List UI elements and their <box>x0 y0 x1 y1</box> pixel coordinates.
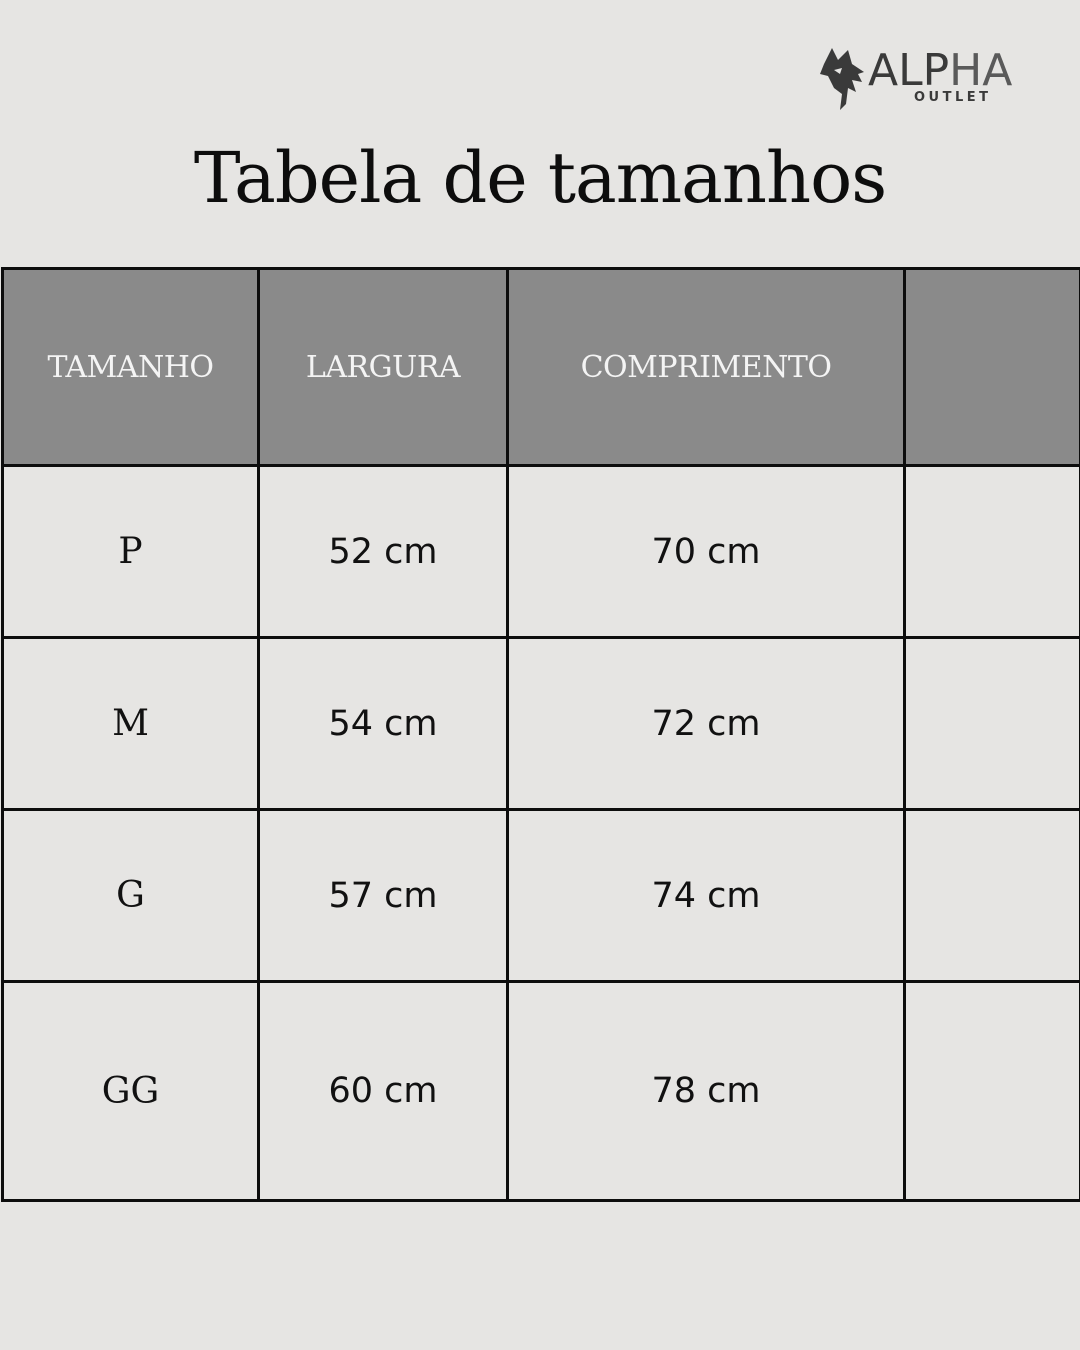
size-cell: G <box>3 810 259 982</box>
brand-name-part1: ALP <box>868 45 950 96</box>
comprimento-cell: 78 cm <box>508 982 905 1201</box>
size-cell: M <box>3 638 259 810</box>
extra-cell <box>905 982 1080 1201</box>
comprimento-cell: 74 cm <box>508 810 905 982</box>
extra-cell <box>905 638 1080 810</box>
brand-name <box>868 46 1012 96</box>
table-header-row <box>3 269 1080 466</box>
brand-name-part2: HA <box>949 45 1013 96</box>
largura-cell: 57 cm <box>259 810 508 982</box>
wolf-head-icon <box>818 44 868 112</box>
extra-cell <box>905 466 1080 638</box>
largura-cell: 60 cm <box>259 982 508 1201</box>
table-row <box>3 638 1080 810</box>
table-row <box>3 982 1080 1201</box>
header-largura: LARGURA <box>259 269 508 466</box>
table-row <box>3 810 1080 982</box>
brand-logo <box>818 44 1050 114</box>
page-title: Tabela de tamanhos <box>193 137 887 219</box>
largura-cell: 52 cm <box>259 466 508 638</box>
header-empty <box>905 269 1080 466</box>
size-cell: P <box>3 466 259 638</box>
largura-cell: 54 cm <box>259 638 508 810</box>
size-table <box>1 267 1080 1202</box>
size-cell: GG <box>3 982 259 1201</box>
comprimento-cell: 72 cm <box>508 638 905 810</box>
header-comprimento: COMPRIMENTO <box>508 269 905 466</box>
brand-subtitle: OUTLET <box>914 90 992 105</box>
table-row <box>3 466 1080 638</box>
comprimento-cell: 70 cm <box>508 466 905 638</box>
header-tamanho: TAMANHO <box>3 269 259 466</box>
extra-cell <box>905 810 1080 982</box>
